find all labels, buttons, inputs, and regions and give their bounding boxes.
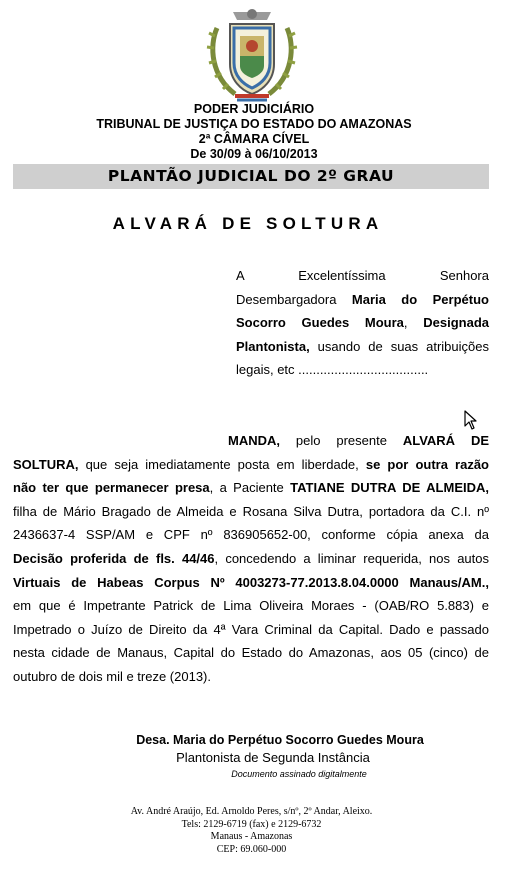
document-title: ALVARÁ DE SOLTURA <box>112 214 384 233</box>
header-line-4: De 30/09 à 06/10/2013 <box>190 147 318 161</box>
footer-address: Av. André Araújo, Ed. Arnoldo Peres, s/nº, 2º Andar, Aleixo. Tels: 2129-6719 (fax) e 2129-6732 Manaus - Amazonas CEP: 69.060-000 <box>130 806 373 855</box>
patient-name: TATIANE DUTRA DE ALMEIDA, <box>290 480 489 496</box>
banner-plantao: PLANTÃO JUDICIAL DO 2º GRAU <box>13 164 489 189</box>
header-line-2: TRIBUNAL DE JUSTIÇA DO ESTADO DO AMAZONAS <box>96 117 412 131</box>
judge-name: Maria do Perpétuo <box>351 291 489 307</box>
main-paragraph: MANDA, pelo presente ALVARÁ DE SOLTURA, que seja imediatamente posta em liberdade, se por outra razão não ter que permanecer presa, a Paciente TATIANE DUTRA DE ALMEIDA, filha de Mário Bragado de Almeida e Rosana Silva Dutra, portadora da C.I. nº 2436637-4 SSP/AM e CPF nº 836905652-00, conforme cópia anexa da Decisão proferida de fls. 44/46, concedendo a liminar requerida, nos autos Virtuais de Habeas Corpus Nº 4003273-77.2013.8.04.0000 Manaus/AM., em que é Impetrante Patrick de Lima Oliveira Moraes - (OAB/RO 5.883) e Impetrado o Juízo de Direito da 4ª Vara Criminal da Capital. Dado e passado nesta cidade de Manaus, Capital do Estado do Amazonas, aos 05 (cinco) de outubro de dois mil e treze (2013). <box>13 433 490 684</box>
header-line-1: PODER JUDICIÁRIO <box>193 102 315 116</box>
case-number: Virtuais de Habeas Corpus Nº 4003273-77.2013.8.04.0000 Manaus/AM., <box>13 574 489 590</box>
mouse-pointer-icon <box>464 410 478 430</box>
header-line-3: 2ª CÂMARA CÍVEL <box>198 132 310 146</box>
coat-of-arms-emblem <box>205 6 299 102</box>
signature-role: Plantonista de Segunda Instância <box>176 750 370 765</box>
signature-name: Desa. Maria do Perpétuo Socorro Guedes Moura <box>136 733 424 747</box>
intro-paragraph: A Excelentíssima Senhora Desembargadora Maria do Perpétuo Socorro Guedes Moura, Designada Plantonista, usando de suas atribuições legais, etc .................................... <box>236 268 489 378</box>
header-block <box>0 102 508 162</box>
digital-signature-note: Documento assinado digitalmente <box>231 769 367 779</box>
